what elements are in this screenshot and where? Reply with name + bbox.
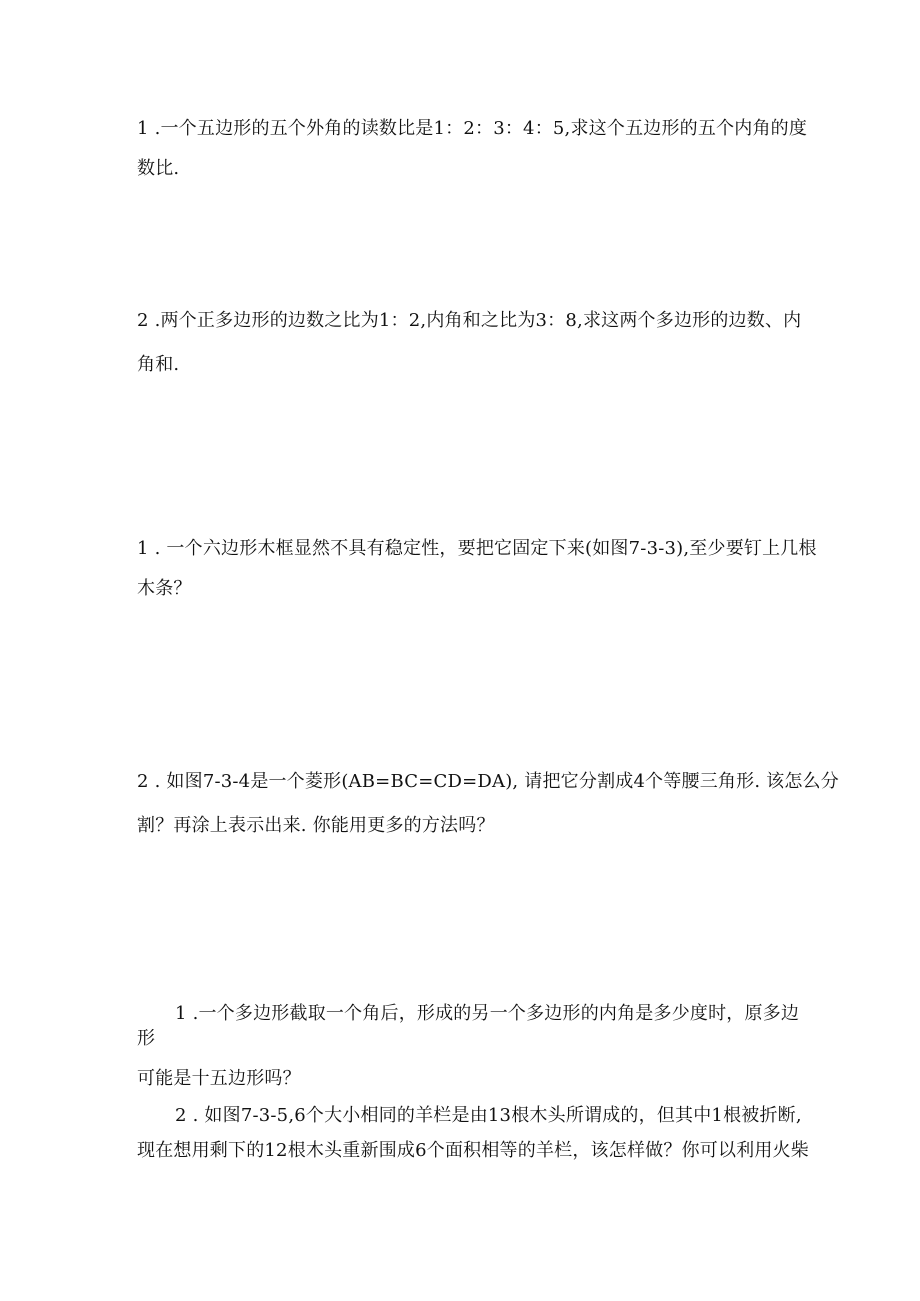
problem-text-line: 1 .一个五边形的五个外角的读数比是1：2：3：4：5,求这个五边形的五个内角的度: [137, 118, 808, 139]
problem-text-line: 形: [137, 1028, 156, 1049]
problem-text-line: 1 .一个多边形截取一个角后，形成的另一个多边形的内角是多少度时，原多边: [175, 1003, 800, 1024]
problem-text-line: 割？再涂上表示出来. 你能用更多的方法吗？: [137, 815, 495, 836]
problem-text-line: 可能是十五边形吗？: [137, 1068, 301, 1089]
problem-text-line: 角和.: [137, 354, 180, 375]
problem-text-line: 1 . 一个六边形木框显然不具有稳定性，要把它固定下来(如图7-3-3),至少要钉上几根: [137, 538, 817, 559]
problem-text-line: 2 .两个正多边形的边数之比为1：2,内角和之比为3：8,求这两个多边形的边数、内: [137, 310, 802, 331]
problem-text-line: 数比.: [137, 158, 180, 179]
problem-text-line: 木条？: [137, 578, 192, 599]
problem-text-line: 2 . 如图7-3-4是一个菱形(AB=BC=CD=DA), 请把它分割成4个等腰三角形. 该怎么分: [137, 771, 839, 792]
problem-text-line: 2 . 如图7-3-5,6个大小相同的羊栏是由13根木头所谓成的，但其中1根被折断,: [175, 1105, 802, 1126]
problem-text-line: 现在想用剩下的12根木头重新围成6个面积相等的羊栏，该怎样做？你可以利用火柴: [137, 1140, 809, 1161]
